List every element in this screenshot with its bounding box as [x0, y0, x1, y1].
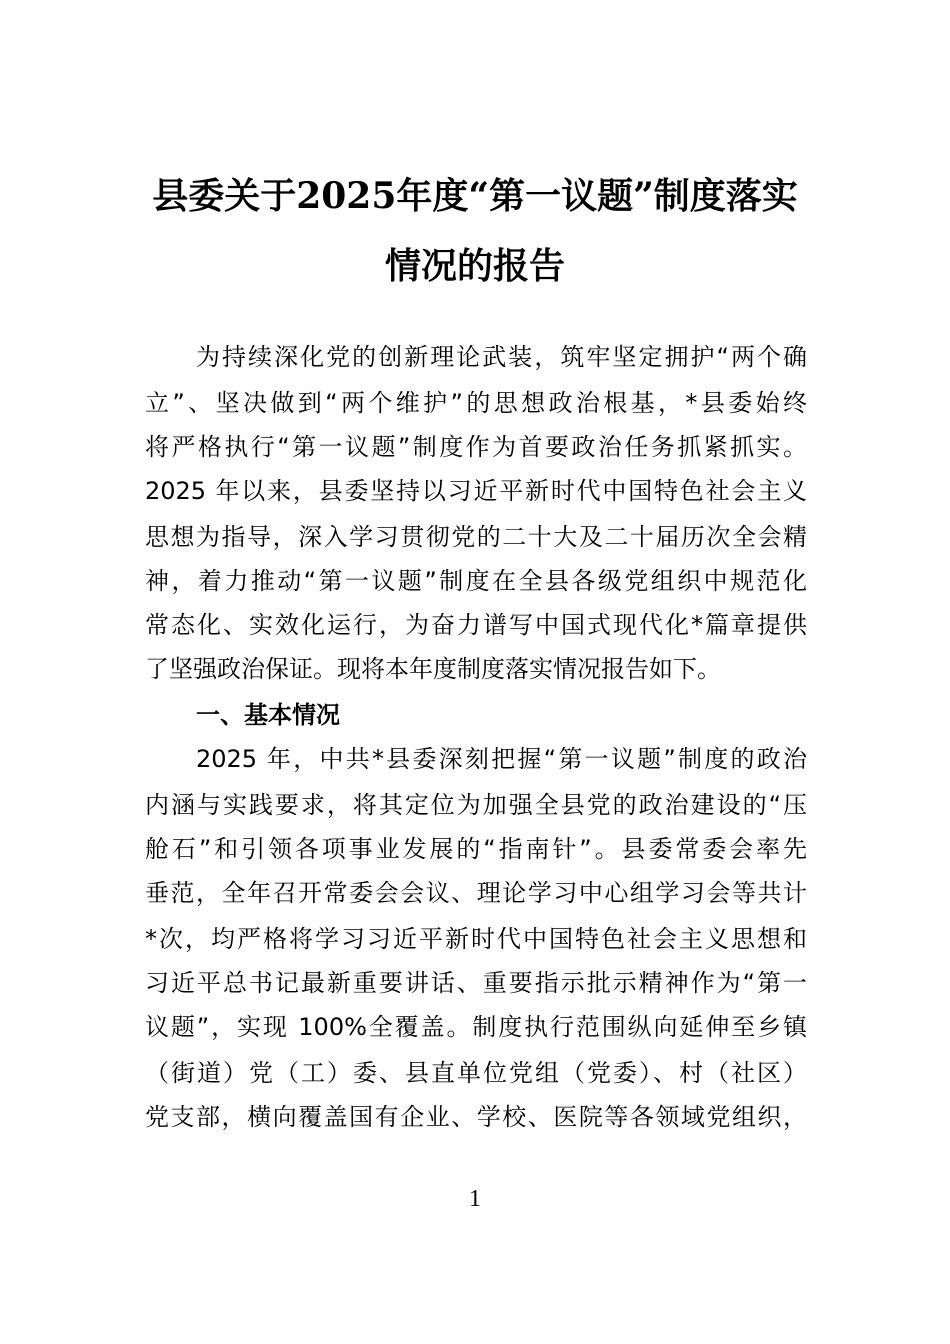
page-number: 1: [469, 1186, 481, 1212]
paragraph-line: （街道）党（工）委、县直单位党组（党委）、村（社区）: [145, 1059, 807, 1087]
paragraph-line: 了坚强政治保证。现将本年度制度落实情况报告如下。: [145, 655, 721, 683]
paragraph-line: 常态化、实效化运行，为奋力谱写中国式现代化*篇章提供: [145, 611, 807, 639]
paragraph-line: 内涵与实践要求，将其定位为加强全县党的政治建设的“压: [145, 791, 807, 819]
paragraph-line: 思想为指导，深入学习贯彻党的二十大及二十届历次全会精: [145, 523, 807, 551]
paragraph-line: 2025 年，中共*县委深刻把握“第一议题”制度的政治: [196, 745, 807, 773]
paragraph-line: 立”、坚决做到“两个维护”的思想政治根基，*县委始终: [145, 389, 807, 417]
paragraph-line: 神，着力推动“第一议题”制度在全县各级党组织中规范化: [145, 567, 807, 595]
paragraph-line: 议题”，实现 100%全覆盖。制度执行范围纵向延伸至乡镇: [145, 1013, 807, 1041]
paragraph-line: *次，均严格将学习习近平新时代中国特色社会主义思想和: [145, 925, 807, 953]
paragraph-line: 舱石”和引领各项事业发展的“指南针”。县委常委会率先: [145, 835, 807, 863]
document-title-line-2: 情况的报告: [384, 245, 565, 287]
section-heading: 一、基本情况: [196, 701, 340, 729]
paragraph-line: 党支部，横向覆盖国有企业、学校、医院等各领域党组织，: [145, 1103, 807, 1131]
paragraph-line: 垂范，全年召开常委会会议、理论学习中心组学习会等共计: [145, 879, 807, 907]
paragraph-line: 为持续深化党的创新理论武装，筑牢坚定拥护“两个确: [196, 343, 807, 371]
document-title-line-1: 县委关于2025年度“第一议题”制度落实: [152, 175, 798, 217]
paragraph-line: 习近平总书记最新重要讲话、重要指示批示精神作为“第一: [145, 969, 807, 997]
paragraph-line: 将严格执行“第一议题”制度作为首要政治任务抓紧抓实。: [145, 433, 807, 461]
paragraph-line: 2025 年以来，县委坚持以习近平新时代中国特色社会主义: [145, 477, 807, 505]
